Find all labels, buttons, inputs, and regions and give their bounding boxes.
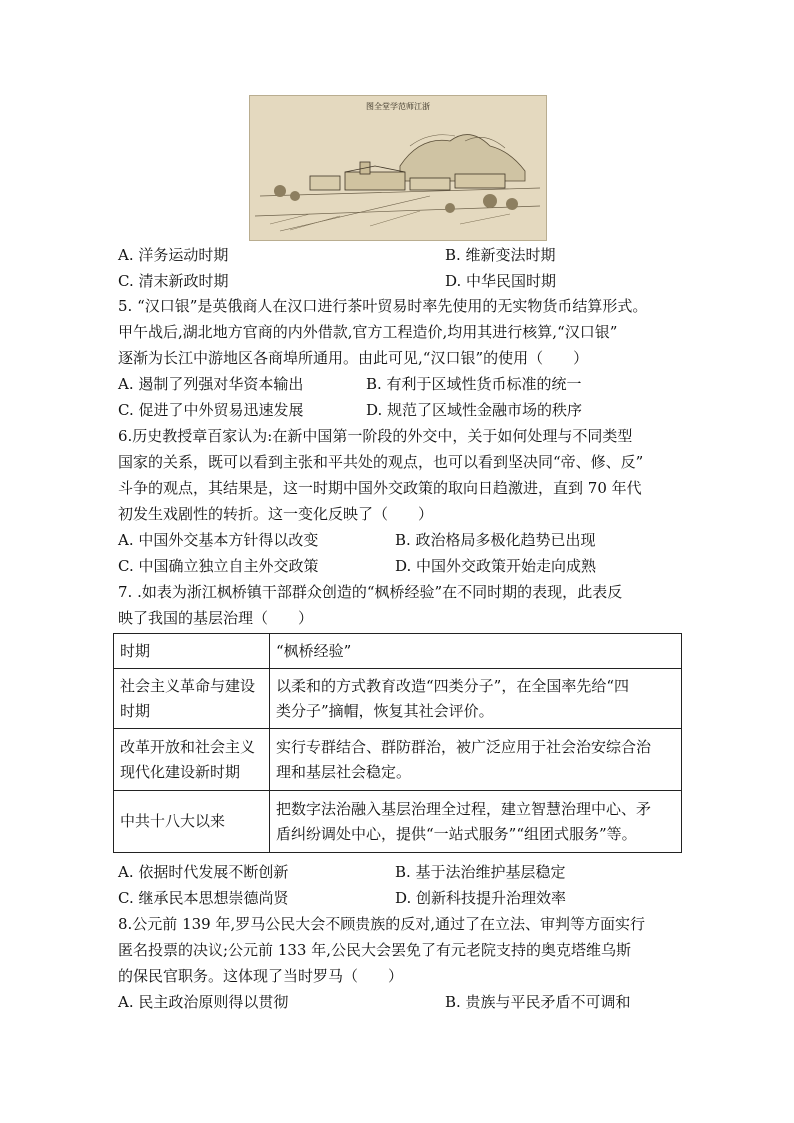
- table-cell-period: [114, 669, 270, 729]
- q7-option-b: B. 基于法治维护基层稳定: [395, 863, 566, 881]
- q6-stem-line-1: 6.历史教授章百家认为:在新中国第一阶段的外交中，关于如何处理与不同类型: [118, 427, 633, 445]
- q6-option-a: A. 中国外交基本方针得以改变: [118, 531, 319, 549]
- q7-option-a: A. 依据时代发展不断创新: [118, 863, 289, 881]
- q6-stem-line-3: 斗争的观点，其结果是，这一时期中国外交政策的取向日趋激进，直到 70 年代: [118, 479, 642, 497]
- table-row: [114, 791, 682, 853]
- table-cell-period: [114, 729, 270, 791]
- cell-line: 实行专群结合、群防群治，被广泛应用于社会治安综合治: [276, 737, 652, 756]
- q5-option-c: C. 促进了中外贸易迅速发展: [118, 401, 304, 419]
- q4-option-a: A. 洋务运动时期: [118, 246, 229, 264]
- cell-line: 以柔和的方式教育改造“四类分子”，在全国率先给“四: [276, 676, 630, 695]
- cell-line: 理和基层社会稳定。: [276, 762, 412, 781]
- cell-line: 现代化建设新时期: [120, 762, 241, 781]
- cell-line: 社会主义革命与建设: [120, 676, 256, 695]
- q7-stem-line-1: 7. .如表为浙江枫桥镇干部群众创造的“枫桥经验”在不同时期的表现，此表反: [118, 583, 623, 601]
- cell-line: 中共十八大以来: [120, 812, 226, 830]
- q8-stem-line-2: 匿名投票的决议;公元前 133 年,公民大会罢免了有元老院支持的奥克塔维乌斯: [118, 941, 631, 959]
- table-header-experience: “枫桥经验”: [270, 634, 682, 669]
- table-cell-content: [270, 669, 682, 729]
- cell-line: 时期: [120, 701, 151, 720]
- q6-option-b: B. 政治格局多极化趋势已出现: [395, 531, 596, 549]
- figure-caption: 图全堂学范师江浙: [366, 102, 430, 111]
- cell-line: 盾纠纷调处中心，提供“一站式服务”“组团式服务”等。: [276, 824, 637, 843]
- q6-option-c: C. 中国确立独立自主外交政策: [118, 557, 319, 575]
- fengqiao-table: [113, 633, 682, 853]
- q7-option-c: C. 继承民本思想崇德尚贤: [118, 889, 289, 907]
- table-cell-period: [114, 791, 270, 853]
- table-header-period: 时期: [114, 634, 270, 669]
- q6-stem-line-2: 国家的关系，既可以看到主张和平共处的观点，也可以看到坚决同“帝、修、反”: [118, 453, 644, 471]
- q7-stem-line-2: 映了我国的基层治理（ ）: [118, 609, 314, 627]
- q6-option-d: D. 中国外交政策开始走向成熟: [395, 557, 597, 575]
- q5-stem-line-1: 5. “汉口银”是英俄商人在汉口进行茶叶贸易时率先使用的无实物货币结算形式。: [118, 297, 648, 315]
- engraving-drawing: [250, 96, 546, 240]
- q8-option-a: A. 民主政治原则得以贯彻: [118, 993, 289, 1011]
- q4-option-d: D. 中华民国时期: [445, 272, 557, 290]
- q4-option-c: C. 清末新政时期: [118, 272, 229, 290]
- q8-stem-line-1: 8.公元前 139 年,罗马公民大会不顾贵族的反对,通过了在立法、审判等方面实行: [118, 915, 646, 933]
- q8-stem-line-3: 的保民官职务。这体现了当时罗马（ ）: [118, 967, 404, 985]
- q6-stem-line-4: 初发生戏剧性的转折。这一变化反映了（ ）: [118, 505, 434, 523]
- table-row: [114, 669, 682, 729]
- cell-line: 把数字法治融入基层治理全过程，建立智慧治理中心、矛: [276, 799, 652, 818]
- table-header-row: [114, 634, 682, 669]
- table-cell-content: [270, 791, 682, 853]
- q8-option-b: B. 贵族与平民矛盾不可调和: [445, 993, 631, 1011]
- q7-option-d: D. 创新科技提升治理效率: [395, 889, 567, 907]
- campus-engraving-image: [249, 95, 547, 241]
- q5-stem-line-3: 逐渐为长江中游地区各商埠所通用。由此可见,“汉口银”的使用（ ）: [118, 349, 589, 367]
- q5-option-a: A. 遏制了列强对华资本输出: [118, 375, 304, 393]
- q5-stem-line-2: 甲午战后,湖北地方官商的内外借款,官方工程造价,均用其进行核算,“汉口银”: [118, 323, 618, 341]
- cell-line: 改革开放和社会主义: [120, 737, 256, 756]
- q4-option-b: B. 维新变法时期: [445, 246, 556, 264]
- q5-option-d: D. 规范了区域性金融市场的秩序: [366, 401, 583, 419]
- table-row: [114, 729, 682, 791]
- cell-line: 类分子”摘帽，恢复其社会评价。: [276, 701, 494, 720]
- q5-option-b: B. 有利于区域性货币标准的统一: [366, 375, 582, 393]
- table-cell-content: [270, 729, 682, 791]
